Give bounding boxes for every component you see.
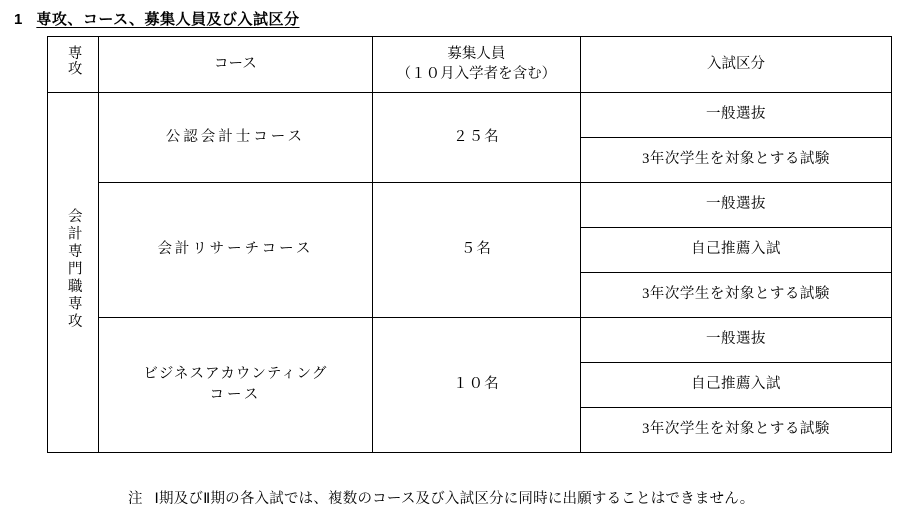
table-row	[48, 318, 892, 363]
course-cell-2	[98, 183, 372, 318]
course-name-3-line2: コース	[209, 387, 262, 403]
header-quota-label-line1: 募集人員	[447, 45, 506, 62]
admissions-table	[47, 36, 892, 453]
course-cell-3	[98, 318, 372, 453]
table-row	[48, 93, 892, 138]
section-title: 専攻、コース、募集人員及び入試区分	[36, 11, 300, 28]
course-name-3-line1: ビジネスアカウンティング	[143, 365, 328, 382]
table-header-row	[48, 37, 892, 93]
exam-cell: 一般選抜	[580, 93, 891, 138]
table-row	[48, 183, 892, 228]
exam-cell: 一般選抜	[580, 183, 891, 228]
footnote-text: Ⅰ期及びⅡ期の各入試では、複数のコース及び入試区分に同時に出願することはできません。	[154, 491, 755, 507]
header-cell-exam	[580, 37, 891, 93]
header-cell-major	[48, 37, 99, 93]
quota-cell-3: １０名	[372, 318, 580, 453]
exam-cell: 自己推薦入試	[580, 228, 891, 273]
header-quota-label-line2: （１０月入学者を含む）	[396, 65, 557, 82]
exam-cell: 3年次学生を対象とする試験	[580, 273, 891, 318]
course-name-2: 会計リサーチコース	[157, 241, 314, 258]
footnote-label: 注	[128, 491, 143, 507]
header-exam-label: 入試区分	[706, 55, 765, 72]
quota-cell-1: ２５名	[372, 93, 580, 183]
exam-cell: 自己推薦入試	[580, 363, 891, 408]
section-number: 1	[14, 11, 23, 28]
exam-cell: 3年次学生を対象とする試験	[580, 138, 891, 183]
major-cell	[48, 93, 99, 453]
course-name-1: 公認会計士コース	[165, 128, 306, 145]
section-heading	[14, 8, 300, 29]
header-major-label: 専攻	[65, 45, 82, 77]
quota-cell-2: ５名	[372, 183, 580, 318]
course-cell-1	[98, 93, 372, 183]
header-course-label: コース	[214, 55, 257, 72]
footnote	[128, 487, 755, 508]
exam-cell: 3年次学生を対象とする試験	[580, 408, 891, 453]
exam-cell: 一般選抜	[580, 318, 891, 363]
header-cell-quota	[372, 37, 580, 93]
major-label: 会計専門職専攻	[65, 207, 82, 331]
header-cell-course	[98, 37, 372, 93]
